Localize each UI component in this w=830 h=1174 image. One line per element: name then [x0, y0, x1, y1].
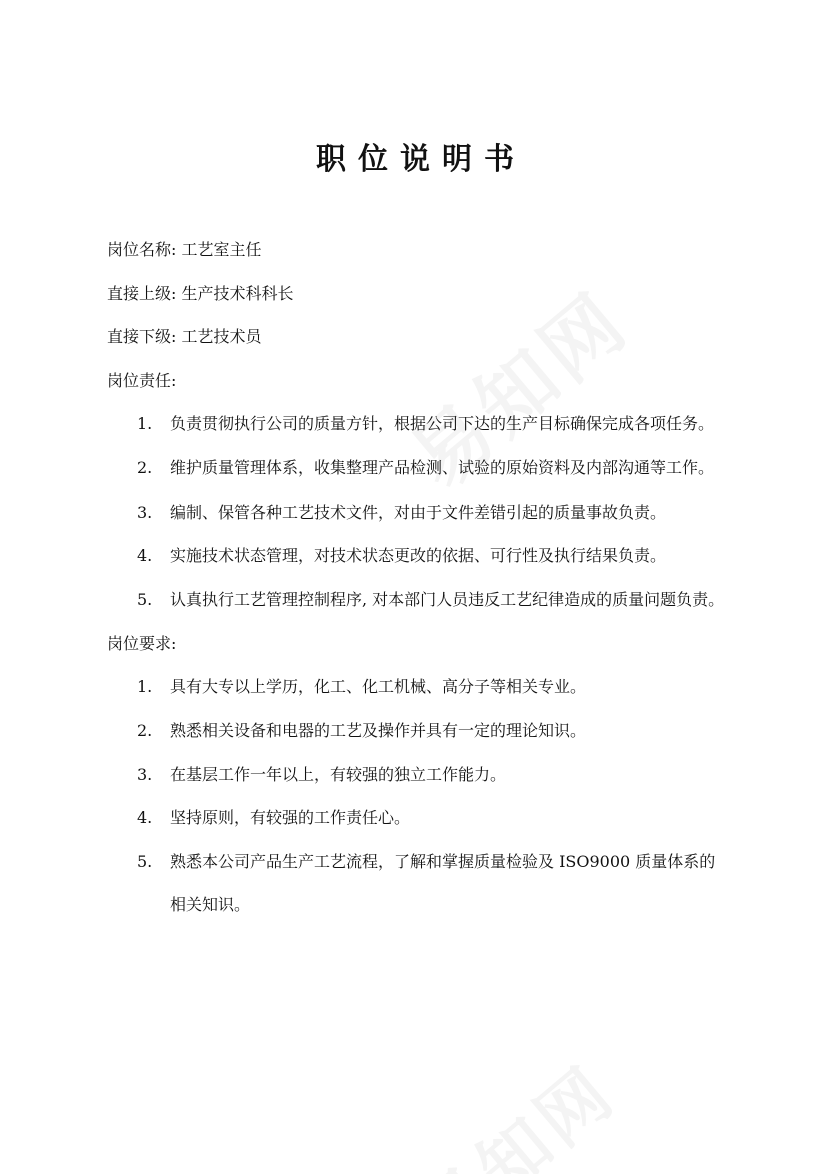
subordinate-label: 直接下级:: [107, 327, 177, 346]
item-text: 熟悉本公司产品生产工艺流程，了解和掌握质量检验及 ISO9000 质量体系的: [170, 852, 716, 871]
item-text: 坚持原则，有较强的工作责任心。: [170, 808, 411, 827]
item-number: 2.: [137, 721, 153, 740]
item-number: 4.: [137, 808, 153, 827]
item-text: 熟悉相关设备和电器的工艺及操作并具有一定的理论知识。: [170, 721, 587, 740]
item-number: 5.: [137, 852, 153, 871]
item-number: 1.: [137, 414, 153, 433]
responsibilities-heading: 岗位责任:: [107, 371, 177, 390]
item-text: 具有大专以上学历，化工、化工机械、高分子等相关专业。: [170, 677, 587, 696]
item-text: 实施技术状态管理，对技术状态更改的依据、可行性及执行结果负责。: [170, 546, 667, 565]
position-name-field: [107, 240, 262, 260]
item-text-continuation: 相关知识。: [170, 895, 251, 914]
subordinate-field: [107, 327, 262, 347]
item-text: 认真执行工艺管理控制程序, 对本部门人员违反工艺纪律造成的质量问题负责。: [170, 590, 725, 609]
item-text: 编制、保管各种工艺技术文件，对由于文件差错引起的质量事故负责。: [170, 503, 667, 522]
superior-field: [107, 284, 294, 304]
requirements-heading: 岗位要求:: [107, 634, 177, 653]
item-number: 2.: [137, 458, 153, 477]
item-text: 负责贯彻执行公司的质量方针，根据公司下达的生产目标确保完成各项任务。: [170, 414, 715, 433]
item-number: 3.: [137, 503, 153, 522]
position-name-value: 工艺室主任: [181, 240, 262, 259]
item-number: 5.: [137, 590, 153, 609]
item-number: 3.: [137, 765, 153, 784]
item-number: 1.: [137, 677, 153, 696]
item-text: 在基层工作一年以上，有较强的独立工作能力。: [170, 765, 507, 784]
item-text: 维护质量管理体系，收集整理产品检测、试验的原始资料及内部沟通等工作。: [170, 458, 715, 477]
superior-label: 直接上级:: [107, 284, 177, 303]
superior-value: 生产技术科科长: [181, 284, 294, 303]
page-title: 职位说明书: [316, 142, 526, 177]
position-name-label: 岗位名称:: [107, 240, 177, 259]
subordinate-value: 工艺技术员: [181, 327, 262, 346]
watermark: [394, 1039, 634, 1174]
item-number: 4.: [137, 546, 153, 565]
